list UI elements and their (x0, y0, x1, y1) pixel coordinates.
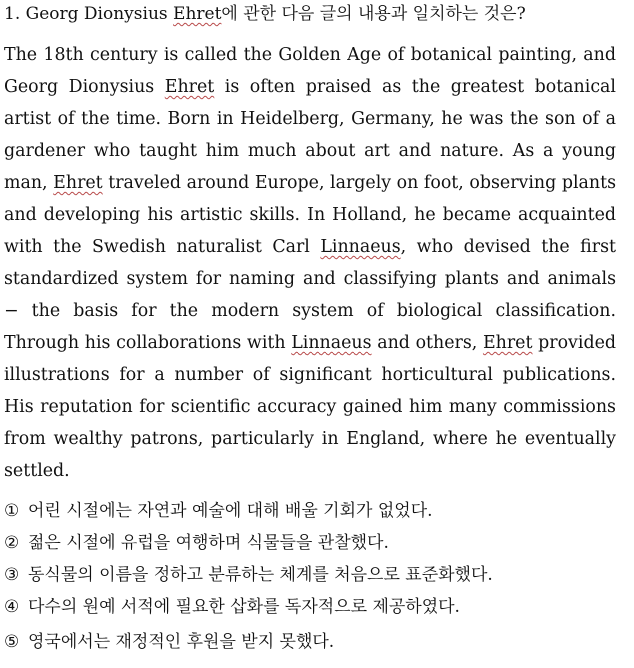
passage-segment: traveled around Europe, largely on foot, observing plants and developing his artistic skills. In Holland, he became acquainted with the Swedish naturalist Carl (4, 173, 616, 257)
passage-segment: provided illustrations for a number of significant horticultural publications. His reputation for scientific accuracy gained him many commissions from wealthy patrons, particularly in England, where he eventually settled. (4, 333, 616, 481)
passage-segment: is often praised as the greatest botanical artist of the time. Born in Heidelberg, Germany, he was the son of a gardener who taught him much about art and nature. As a young man, (4, 77, 616, 193)
document-page (4, 0, 616, 658)
option-marker: ④ (4, 597, 20, 617)
question-number: 1. (4, 4, 21, 24)
question-stem (4, 2, 616, 26)
option-text: 동식물의 이름을 정하고 분류하는 체계를 처음으로 표준화했다. (28, 565, 493, 585)
option-text: 젊은 시절에 유럽을 여행하며 식물들을 관찰했다. (28, 533, 389, 553)
spellcheck-word: Ehret (164, 77, 215, 97)
option-marker: ② (4, 533, 20, 553)
option-marker: ⑤ (4, 632, 20, 652)
option-text: 어린 시절에는 자연과 예술에 대해 배울 기회가 없었다. (28, 501, 433, 521)
spellcheck-word: Ehret (482, 333, 533, 353)
answer-option-3[interactable] (4, 559, 616, 591)
answer-option-2[interactable] (4, 527, 616, 559)
answer-option-1[interactable] (4, 495, 616, 527)
question-name: Georg Dionysius (25, 4, 168, 24)
passage-segment: The 18th century is called the Golden Age of botanical painting, and Georg Dionysius (4, 45, 616, 97)
option-text: 영국에서는 재정적인 후원을 받지 못했다. (28, 632, 335, 652)
answer-options (4, 495, 616, 658)
option-text: 다수의 원예 서적에 필요한 삽화를 독자적으로 제공하였다. (28, 597, 460, 617)
spellcheck-word: Ehret (53, 173, 103, 193)
answer-option-4[interactable] (4, 591, 616, 623)
passage-text (4, 39, 616, 487)
question-prompt: 에 관한 다음 글의 내용과 일치하는 것은? (221, 4, 526, 24)
answer-option-5[interactable] (4, 626, 616, 658)
spellcheck-word: Linnaeus (291, 333, 372, 353)
question-name-underlined: Ehret (173, 4, 222, 24)
option-marker: ① (4, 501, 20, 521)
spellcheck-word: Linnaeus (320, 237, 401, 257)
passage-segment: , who devised the first standardized system for naming and classifying plants and animals − the basis for the modern system of biological classification. Through his collaborations with (4, 237, 616, 353)
option-marker: ③ (4, 565, 20, 585)
passage-segment: and others, (371, 333, 483, 353)
